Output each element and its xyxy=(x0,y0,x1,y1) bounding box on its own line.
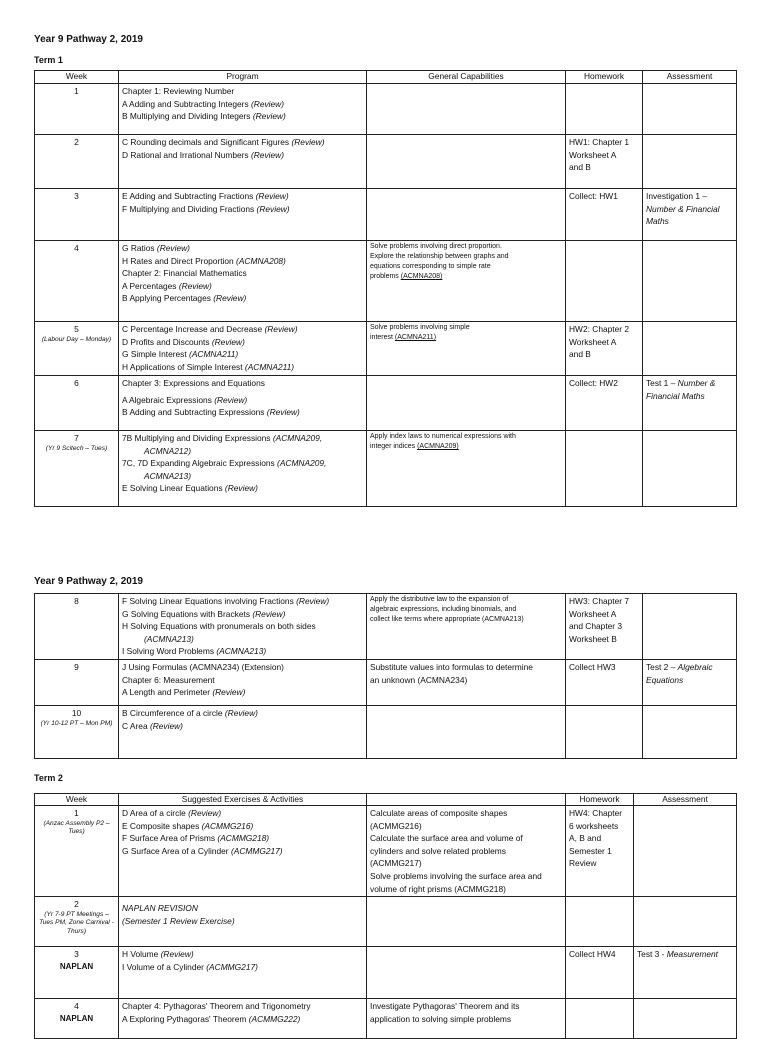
week-number: 2 xyxy=(74,137,79,147)
topic: E Adding and Subtracting Fractions xyxy=(122,191,254,201)
topic: D Profits and Discounts xyxy=(122,336,210,347)
chapter-title: Chapter 6: Measurement xyxy=(122,674,215,685)
table-row xyxy=(35,84,737,135)
topic-tag: (Review) xyxy=(188,808,222,818)
header-assessment: Assessment xyxy=(634,794,737,806)
curriculum-code: (ACMNA209) xyxy=(417,443,459,450)
topic: H Applications of Simple Interest xyxy=(122,361,243,372)
topic: E Composite shapes xyxy=(122,820,200,831)
topic-tag: (Review) xyxy=(160,949,194,960)
homework-text: and Chapter 3 xyxy=(569,621,623,632)
homework-text: and B xyxy=(569,349,591,360)
homework-text: Collect: HW1 xyxy=(569,191,618,201)
topic-tag: (Review) xyxy=(252,608,286,619)
week-note: (Labour Day – Monday) xyxy=(41,335,112,343)
assessment-text: Equations xyxy=(646,674,684,685)
topic-tag: (Review) xyxy=(256,203,290,214)
header-week: Week xyxy=(35,71,119,84)
table-row xyxy=(35,322,737,376)
topic: E Solving Linear Equations xyxy=(122,483,223,494)
assessment-topic: Measurement xyxy=(666,949,718,960)
capability-text: application to solving simple problems xyxy=(370,1013,512,1024)
table-row xyxy=(35,659,737,705)
topic: D Area of a circle xyxy=(122,808,186,818)
homework-text: Worksheet A xyxy=(569,608,617,619)
term1-continued-table xyxy=(34,593,737,759)
capability-text: Solve problems involving the surface area and xyxy=(370,870,542,881)
table-row xyxy=(35,999,737,1039)
topic: A Algebraic Expressions xyxy=(122,394,212,405)
week-number: 1 xyxy=(74,808,79,818)
capability-text: cylinders and solve related problems xyxy=(370,845,506,856)
topic-tag: (ACMMG218) xyxy=(217,833,270,844)
topic-tag: (Review) xyxy=(211,336,245,347)
homework-text: and B xyxy=(569,162,591,173)
term1-table xyxy=(34,70,737,507)
capability-text: Calculate the surface area and volume of xyxy=(370,833,523,844)
header-week: Week xyxy=(35,794,119,806)
curriculum-code: (ACMNA211) xyxy=(394,334,437,341)
capability-text: equations corresponding to simple rate xyxy=(370,263,491,270)
chapter-title: Chapter 3: Expressions and Equations xyxy=(122,378,265,388)
topic-tag: (Review) xyxy=(212,687,246,698)
curriculum-code: (ACMNA208) xyxy=(400,273,443,280)
homework-text: HW3: Chapter 7 xyxy=(569,596,630,606)
week-note: (Anzac Assembly P2 – Tues) xyxy=(43,819,110,836)
topic-tag: (ACMMG222) xyxy=(248,1013,301,1024)
week-note: NAPLAN xyxy=(59,1013,94,1023)
topic: B Adding and Subtracting Expressions xyxy=(122,407,265,418)
capability-text: Investigate Pythagoras' Theorem and its xyxy=(370,1001,520,1012)
header-program: Program xyxy=(119,71,367,84)
capability-text: collect like terms where appropriate (ACMNA213) xyxy=(370,616,524,623)
topic-tag: (Review) xyxy=(296,596,330,606)
capability-text: integer indices xyxy=(370,443,416,450)
homework-text: Collect HW3 xyxy=(569,661,616,672)
capability-text: interest xyxy=(370,334,393,341)
homework-text: 6 worksheets xyxy=(569,820,619,831)
topic-tag: (Review) xyxy=(250,98,285,109)
homework-text: HW2: Chapter 2 xyxy=(569,324,630,334)
week-note: NAPLAN xyxy=(59,961,94,971)
topic: G Surface Area of a Cylinder xyxy=(122,845,229,856)
topic: F Solving Linear Equations involving Fractions xyxy=(122,596,294,606)
topic-tag: (Review) xyxy=(255,191,289,201)
topic: A Exploring Pythagoras' Theorem xyxy=(122,1013,247,1024)
topic-tag: (ACMMG217) xyxy=(206,961,258,972)
topic: B Circumference of a circle xyxy=(122,707,223,718)
capability-text: Solve problems involving direct proportion. xyxy=(370,243,502,250)
homework-text: Collect: HW2 xyxy=(569,378,618,388)
table-row xyxy=(35,806,737,897)
assessment-topic: Algebraic xyxy=(677,661,713,672)
topic: F Multiplying and Dividing Fractions xyxy=(122,203,255,214)
chapter-title: Chapter 2: Financial Mathematics xyxy=(122,268,247,279)
topic: B Multiplying and Dividing Integers xyxy=(122,111,251,122)
week-number: 10 xyxy=(71,707,82,718)
topic-tag: ACMNA213) xyxy=(144,470,192,481)
homework-text: Semester 1 xyxy=(569,845,612,856)
topic: J Using Formulas (ACMNA234) (Extension) xyxy=(122,661,284,672)
topic: H Rates and Direct Proportion xyxy=(122,255,234,266)
topic: H Solving Equations with pronumerals on both sides xyxy=(122,621,316,632)
homework-text: Collect HW4 xyxy=(569,949,616,960)
capability-text: algebraic expressions, including binomials, and xyxy=(370,606,517,613)
week-number: 6 xyxy=(74,378,79,388)
topic-tag: (ACMNA211) xyxy=(244,361,295,372)
topic-tag: (Review) xyxy=(214,394,248,405)
topic-tag: (Review) xyxy=(178,280,212,291)
header-general-capabilities: General Capabilities xyxy=(367,71,566,84)
assessment-text: Test 1 – xyxy=(646,378,676,388)
topic-tag: (ACMNA209, xyxy=(277,458,327,469)
term-heading: Term 2 xyxy=(34,773,63,783)
topic-tag: ACMNA212) xyxy=(144,445,192,456)
topic-tag: (Review) xyxy=(224,707,258,718)
topic-tag: (Review) xyxy=(149,720,183,731)
week-number: 3 xyxy=(74,949,79,960)
table-row xyxy=(35,431,737,507)
homework-text: Worksheet A xyxy=(569,149,617,160)
capability-text: problems xyxy=(370,273,399,280)
topic: F Surface Area of Prisms xyxy=(122,833,216,844)
topic-tag: (ACMNA213) xyxy=(144,633,194,644)
topic: 7B Multiplying and Dividing Expressions xyxy=(122,433,271,443)
assessment-text: Financial Maths xyxy=(646,390,705,401)
week-note: (Yr 7-9 PT Meetings – Tues PM, Zone Carnival - Thurs) xyxy=(39,910,114,935)
table-row xyxy=(35,705,737,758)
week-number: 2 xyxy=(74,899,79,910)
topic: G Simple Interest xyxy=(122,349,187,360)
capability-text: Solve problems involving simple xyxy=(370,324,470,331)
page-title: Year 9 Pathway 2, 2019 xyxy=(34,34,143,45)
table-row xyxy=(35,189,737,241)
week-number: 1 xyxy=(74,86,79,96)
topic: C Area xyxy=(122,720,148,731)
assessment-text: Test 3 - xyxy=(637,949,665,960)
capability-text: an unknown (ACMNA234) xyxy=(370,674,468,685)
week-note: (Yr 9 Scitech – Tues) xyxy=(45,444,108,452)
activity-text: NAPLAN REVISION xyxy=(122,903,198,914)
week-number: 4 xyxy=(74,1001,79,1012)
homework-text: HW1: Chapter 1 xyxy=(569,137,630,147)
topic: D Rational and Irrational Numbers xyxy=(122,149,249,160)
topic-tag: (Review) xyxy=(156,243,190,253)
homework-text: Review xyxy=(569,858,597,869)
topic: C Percentage Increase and Decrease xyxy=(122,324,263,334)
chapter-title: Chapter 4: Pythagoras' Theorem and Trigonometry xyxy=(122,1001,311,1012)
topic: 7C, 7D Expanding Algebraic Expressions xyxy=(122,458,275,469)
topic-tag: (Review) xyxy=(291,137,325,147)
header-general-capabilities xyxy=(367,794,566,806)
homework-text: Worksheet A xyxy=(569,336,617,347)
table-row xyxy=(35,897,737,947)
header-program: Suggested Exercises & Activities xyxy=(119,794,367,806)
assessment-text: Investigation 1 – xyxy=(646,191,707,201)
capability-text: volume of right prisms (ACMMG218) xyxy=(370,883,506,894)
capability-text: Substitute values into formulas to determine xyxy=(370,661,533,672)
topic: G Ratios xyxy=(122,243,155,253)
activity-text: (Semester 1 Review Exercise) xyxy=(122,915,235,926)
term2-table xyxy=(34,793,737,1039)
table-row xyxy=(35,376,737,431)
topic-tag: (Review) xyxy=(266,407,300,418)
topic: H Volume xyxy=(122,949,159,960)
table-row xyxy=(35,947,737,999)
topic-tag: (ACMNA211) xyxy=(189,349,239,360)
term-heading: Term 1 xyxy=(34,55,63,65)
capability-text: Apply index laws to numerical expressions with xyxy=(370,433,516,440)
topic: B Applying Percentages xyxy=(122,293,211,304)
topic-tag: (ACMMG217) xyxy=(230,845,283,856)
topic-tag: (ACMMG216) xyxy=(201,820,254,831)
topic: I Solving Word Problems xyxy=(122,646,215,657)
topic-tag: (ACMNA208) xyxy=(236,255,286,266)
topic-tag: (Review) xyxy=(264,324,298,334)
topic: I Volume of a Cylinder xyxy=(122,961,204,972)
assessment-topic: Number & xyxy=(677,378,716,388)
table-row xyxy=(35,241,737,322)
topic: A Length and Perimeter xyxy=(122,687,210,698)
page-title: Year 9 Pathway 2, 2019 xyxy=(34,576,143,587)
week-number: 9 xyxy=(74,661,79,672)
capability-text: (ACMMG216) xyxy=(370,820,422,831)
homework-text: A, B and xyxy=(569,833,602,844)
topic-tag: (ACMNA213) xyxy=(216,646,267,657)
week-number: 5 xyxy=(74,324,79,334)
assessment-text: Test 2 – xyxy=(646,661,676,672)
topic: G Solving Equations with Brackets xyxy=(122,608,251,619)
week-number: 4 xyxy=(74,243,79,253)
week-number: 3 xyxy=(74,191,79,201)
week-note: (Yr 10-12 PT – Mon PM) xyxy=(40,719,113,727)
topic: A Adding and Subtracting Integers xyxy=(122,98,249,109)
week-number: 8 xyxy=(74,596,79,606)
topic-tag: (Review) xyxy=(252,111,286,122)
homework-text: Worksheet B xyxy=(569,633,617,644)
week-number: 7 xyxy=(74,433,79,443)
topic-tag: (ACMNA209, xyxy=(272,433,323,443)
topic-tag: (Review) xyxy=(224,483,258,494)
topic: A Percentages xyxy=(122,280,177,291)
header-homework: Homework xyxy=(566,794,634,806)
capability-text: Apply the distributive law to the expansion of xyxy=(370,596,509,603)
table-row xyxy=(35,594,737,660)
capability-text: Calculate areas of composite shapes xyxy=(370,808,508,818)
table-row xyxy=(35,135,737,189)
chapter-title: Chapter 1: Reviewing Number xyxy=(122,86,235,96)
capability-text: Explore the relationship between graphs and xyxy=(370,253,509,260)
assessment-text: Number & Financial xyxy=(646,203,720,214)
capability-text: (ACMMG217) xyxy=(370,858,422,869)
assessment-text: Maths xyxy=(646,216,669,227)
topic-tag: (Review) xyxy=(213,293,247,304)
topic: C Rounding decimals and Significant Figures xyxy=(122,137,290,147)
topic-tag: (Review) xyxy=(250,149,284,160)
header-homework: Homework xyxy=(566,71,643,84)
header-assessment: Assessment xyxy=(643,71,737,84)
homework-text: HW4: Chapter xyxy=(569,808,623,818)
